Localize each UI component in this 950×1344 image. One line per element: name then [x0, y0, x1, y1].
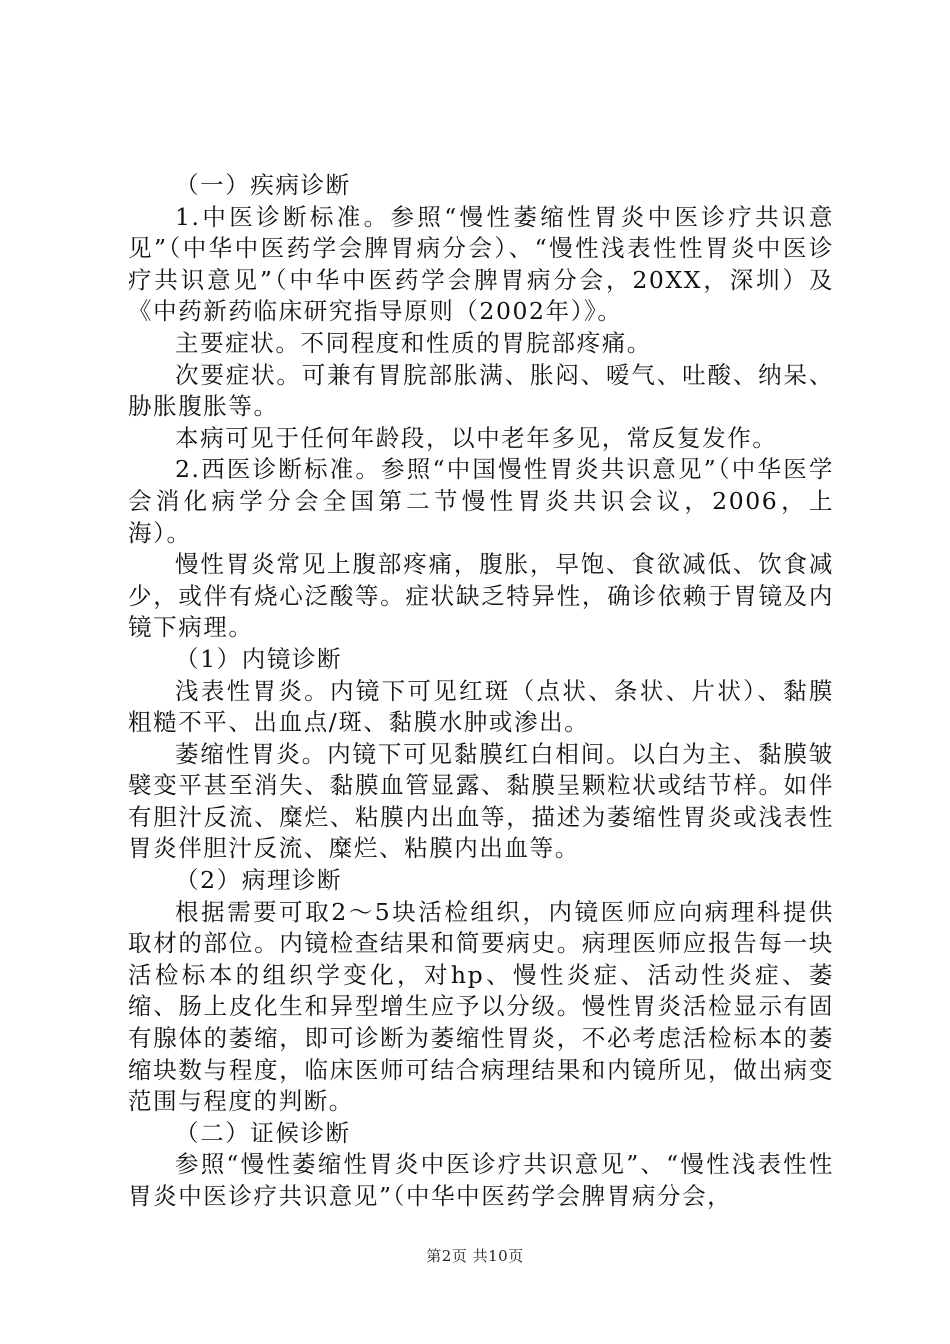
paragraph-chronic-gastritis-symptoms: 慢性胃炎常见上腹部疼痛，腹胀，早饱、食欲减低、饮食减少，或伴有烧心泛酸等。症状缺乏特异性，确诊依赖于胃镜及内镜下病理。: [128, 550, 834, 642]
paragraph-main-symptoms: 主要症状。不同程度和性质的胃脘部疼痛。: [175, 328, 652, 357]
subheading-pathology-diagnosis: （2）病理诊断: [175, 866, 343, 895]
paragraph-age-note: 本病可见于任何年龄段，以中老年多见，常反复发作。: [175, 423, 778, 452]
paragraph-western-criteria: 2.西医诊断标准。参照“中国慢性胃炎共识意见”（中华医学会消化病学分会全国第二节慢性胃炎共识会议，2006，上海）。: [128, 455, 834, 547]
section-heading-disease-diagnosis: （一）疾病诊断: [175, 171, 351, 199]
paragraph-secondary-symptoms: 次要症状。可兼有胃脘部胀满、胀闷、嗳气、吐酸、纳呆、胁胀腹胀等。: [128, 360, 834, 421]
paragraph-atrophic-gastritis: 萎缩性胃炎。内镜下可见黏膜红白相间。以白为主、黏膜皱襞变平甚至消失、黏膜血管显露、黏膜呈颗粒状或结节样。如伴有胆汁反流、糜烂、粘膜内出血等，描述为萎缩性胃炎或浅表性胃炎伴胆汁反流、糜烂、粘膜内出血等。: [128, 739, 834, 863]
subheading-endoscopy-diagnosis: （1）内镜诊断: [175, 644, 343, 673]
page-footer: 第2页 共10页: [426, 1247, 524, 1265]
paragraph-pathology-details: 根据需要可取2～5块活检组织，内镜医师应向病理科提供取材的部位。内镜检查结果和简要病史。病理医师应报告每一块活检标本的组织学变化，对hp、慢性炎症、活动性炎症、萎缩、肠上皮化生和异型增生应予以分级。慢性胃炎活检显示有固有腺体的萎缩，即可诊断为萎缩性胃炎，不必考虑活检标本的萎缩块数与程度，临床医师可结合病理结果和内镜所见，做出病变范围与程度的判断。: [128, 897, 834, 1116]
paragraph-superficial-gastritis: 浅表性胃炎。内镜下可见红斑（点状、条状、片状）、黏膜粗糙不平、出血点/斑、黏膜水肿或渗出。: [128, 676, 834, 737]
section-heading-syndrome-diagnosis: （二）证候诊断: [175, 1118, 351, 1147]
paragraph-syndrome-reference: 参照“慢性萎缩性胃炎中医诊疗共识意见”、“慢性浅表性性胃炎中医诊疗共识意见”（中华中医药学会脾胃病分会，: [128, 1150, 834, 1210]
document-body: [128, 170, 834, 1213]
paragraph-tcm-criteria: 1.中医诊断标准。参照“慢性萎缩性胃炎中医诊疗共识意见”（中华中医药学会脾胃病分会）、“慢性浅表性性胃炎中医诊疗共识意见”（中华中医药学会脾胃病分会，20XX，深圳）及《中药新药临床研究指导原则（2002年）》。: [128, 202, 834, 326]
